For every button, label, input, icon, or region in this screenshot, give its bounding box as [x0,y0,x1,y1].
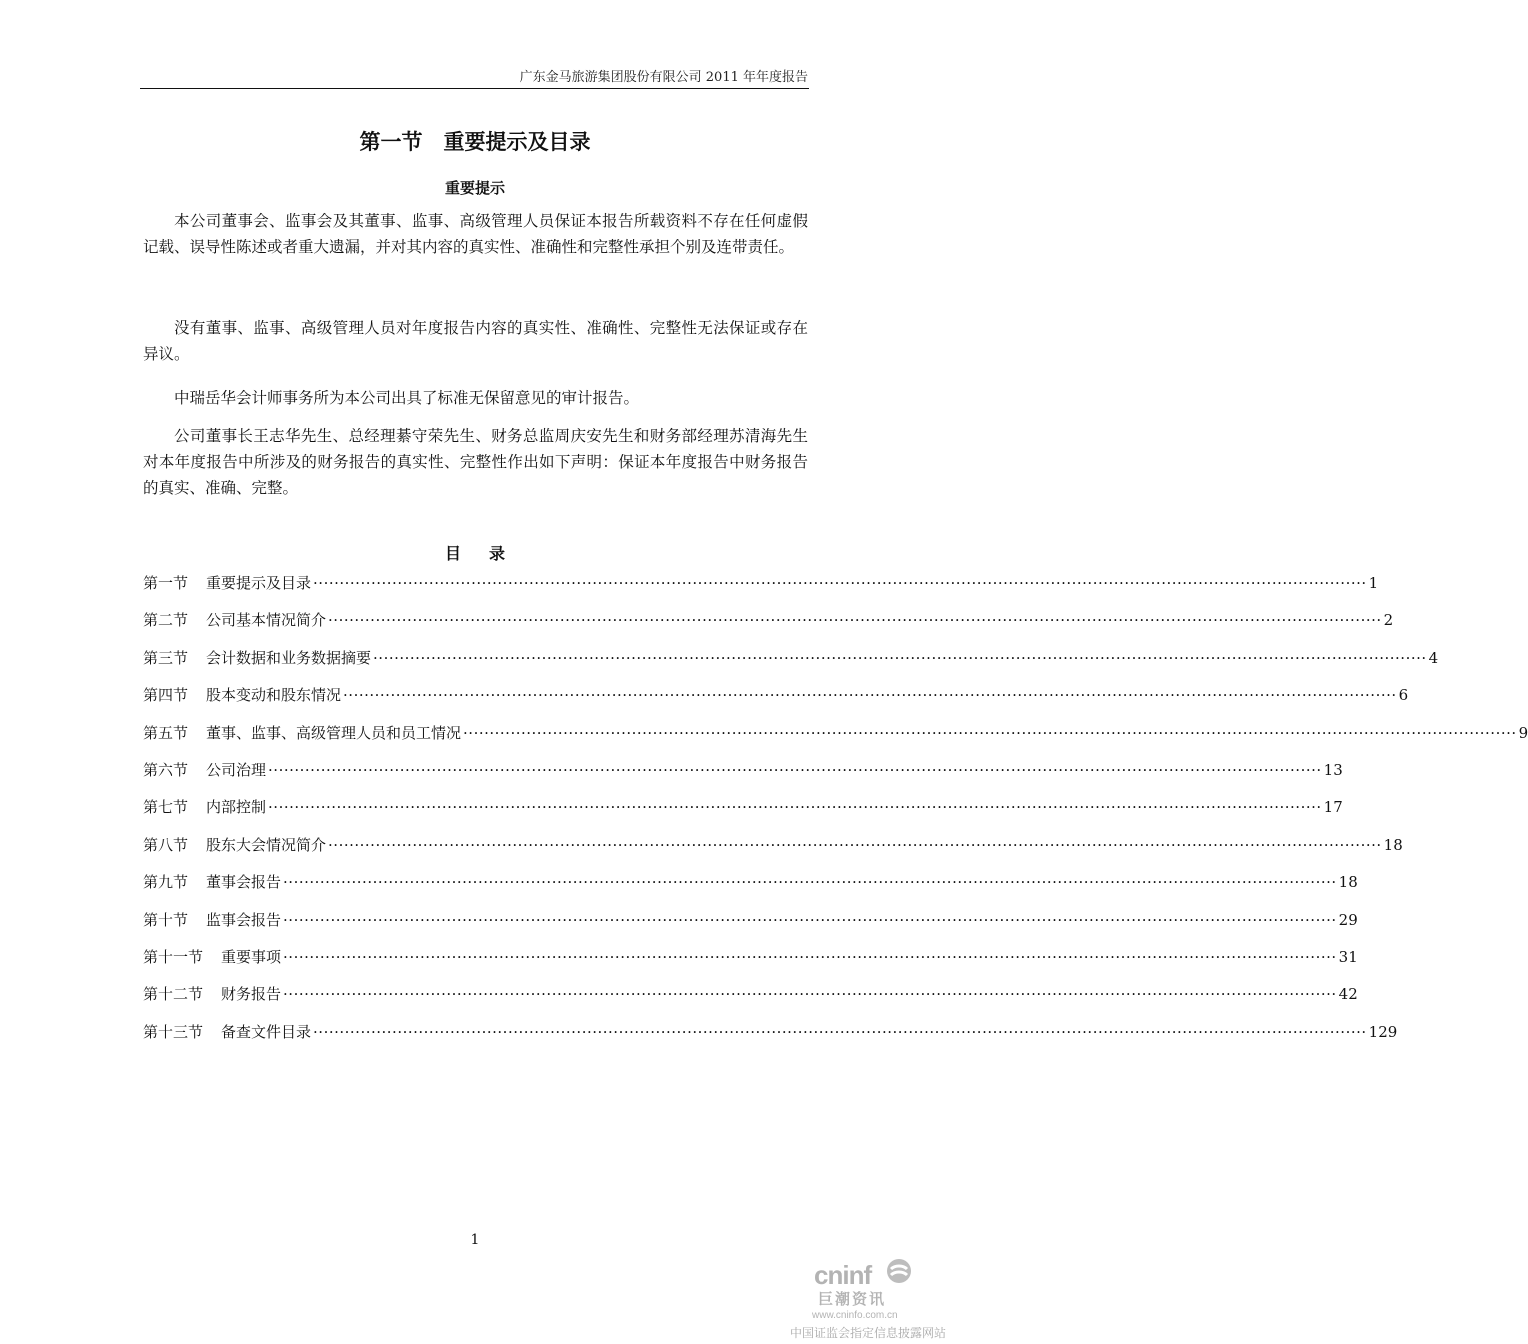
toc-item-page: 42 [1338,985,1358,1004]
toc-item-page: 18 [1338,873,1358,892]
toc-item-section: 第十三节 [143,1022,204,1041]
running-header: 广东金马旅游集团股份有限公司 2011 年年度报告 [519,70,808,85]
paragraph-4: 公司董事长王志华先生、总经理綦守荣先生、财务总监周庆安先生和财务部经理苏清海先生对本年度报告中所涉及的财务报告的真实性、完整性作出如下声明：保证本年度报告中财务报告的真实、准确、完整。 [143,427,808,497]
toc-item-section: 第十节 [143,910,189,929]
toc-title: 目录 [444,544,533,563]
toc-item-section: 第九节 [143,873,189,892]
watermark-brand: 巨潮资讯 [818,1291,887,1308]
toc-item-page: 4 [1428,648,1439,667]
page-title: 第一节 重要提示及目录 [359,129,591,154]
toc-item-name: 董事、监事、高级管理人员和员工情况 [206,723,462,742]
toc-item [143,909,1358,946]
toc-item [143,946,1358,983]
table-of-contents [143,572,1528,1058]
toc-leader-dots: ········································································································································································································ [283,910,1337,929]
toc-item [143,609,1394,646]
toc-item-page: 9 [1518,723,1528,742]
paragraph-3: 中瑞岳华会计师事务所为本公司出具了标准无保留意见的审计报告。 [174,389,640,407]
toc-item-name: 重要事项 [221,947,282,966]
toc-item-section: 第六节 [143,760,189,779]
toc-item-section: 第二节 [143,611,189,630]
watermark-footer: 中国证监会指定信息披露网站 [790,1326,947,1340]
toc-leader-dots: ········································································································································································································ [283,873,1337,892]
toc-item-section: 第十二节 [143,985,204,1004]
toc-item-section: 第五节 [143,723,189,742]
toc-item-section: 第八节 [143,835,189,854]
paragraph-1: 本公司董事会、监事会及其董事、监事、高级管理人员保证本报告所载资料不存在任何虚假记载、误导性陈述或者重大遗漏，并对其内容的真实性、准确性和完整性承担个别及连带责任。 [143,212,808,256]
toc-item-page: 2 [1383,611,1394,630]
toc-item-page: 1 [1368,574,1379,592]
toc-item-name: 股本变动和股东情况 [206,686,342,705]
toc-item-page: 13 [1323,760,1343,779]
toc-item [143,722,1528,759]
toc-item-section: 第四节 [143,686,189,705]
paragraph-2: 没有董事、监事、高级管理人员对年度报告内容的真实性、准确性、完整性无法保证或存在异议。 [143,319,808,363]
cninfo-logo-icon [885,1257,913,1285]
toc-item-section: 第七节 [143,798,189,817]
toc-item-name: 财务报告 [221,985,282,1004]
cninfo-watermark [790,1252,950,1344]
toc-item [143,684,1409,721]
toc-item-name: 内部控制 [206,798,267,817]
toc-item-page: 129 [1368,1022,1398,1041]
header-rule [140,88,809,89]
toc-item-page: 6 [1398,686,1409,705]
watermark-logo: cninf [814,1260,872,1290]
toc-item-page: 31 [1338,947,1358,966]
toc-item [143,983,1358,1020]
toc-item-section: 第十一节 [143,947,204,966]
toc-item-name: 董事会报告 [206,873,282,892]
toc-leader-dots: ········································································································································································································ [328,611,1382,630]
toc-leader-dots: ········································································································································································································ [268,798,1322,817]
section-subtitle: 重要提示 [444,179,505,197]
toc-item [143,1021,1398,1058]
toc-item-section: 第一节 [143,574,189,592]
toc-item [143,572,1379,609]
toc-item-name: 监事会报告 [206,910,282,929]
toc-item-name: 公司基本情况简介 [206,611,327,630]
toc-leader-dots: ········································································································································································································ [283,947,1337,966]
toc-item-page: 29 [1338,910,1358,929]
toc-item-name: 公司治理 [206,760,267,779]
toc-item [143,834,1403,871]
toc-leader-dots: ········································································································································································································ [268,760,1322,779]
toc-leader-dots: ········································································································································································································ [313,1022,1367,1041]
toc-item-name: 重要提示及目录 [206,574,312,592]
toc-item [143,647,1439,684]
toc-leader-dots: ········································································································································································································ [313,574,1367,592]
toc-item-name: 备查文件目录 [221,1022,312,1041]
toc-leader-dots: ········································································································································································································ [343,686,1397,705]
page-number: 1 [470,1232,480,1248]
toc-item [143,759,1343,796]
toc-item-section: 第三节 [143,648,189,667]
toc-item [143,796,1343,833]
toc-item [143,871,1358,908]
toc-item-page: 17 [1323,798,1343,817]
toc-leader-dots: ········································································································································································································ [283,985,1337,1004]
toc-leader-dots: ········································································································································································································ [373,648,1427,667]
toc-item-page: 18 [1383,835,1403,854]
toc-leader-dots: ········································································································································································································ [463,723,1517,742]
toc-leader-dots: ········································································································································································································ [328,835,1382,854]
watermark-url: www.cninfo.com.cn [812,1310,898,1321]
toc-item-name: 股东大会情况简介 [206,835,327,854]
toc-item-name: 会计数据和业务数据摘要 [206,648,372,667]
